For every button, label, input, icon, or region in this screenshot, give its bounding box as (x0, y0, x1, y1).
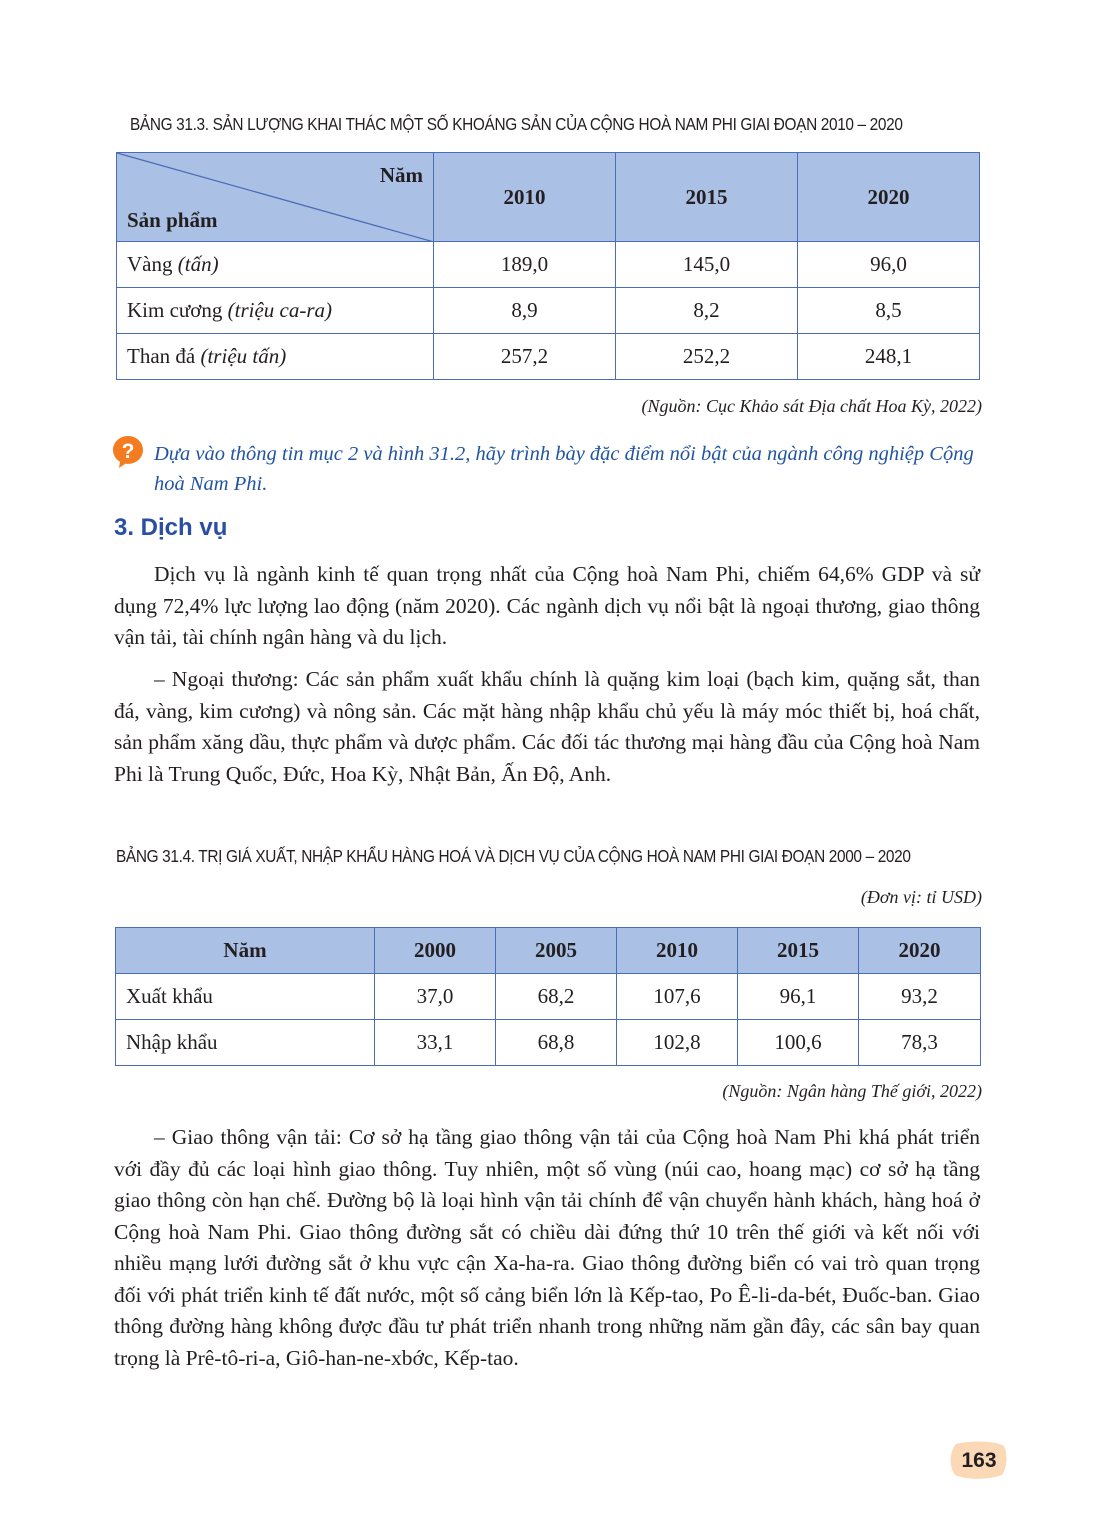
table1-header-row (117, 153, 980, 242)
table2 (115, 927, 981, 1066)
row-label (117, 334, 434, 380)
paragraph: – Giao thông vận tải: Cơ sở hạ tầng giao thông vận tải của Cộng hoà Nam Phi khá phát triển với đầy đủ các loại hình giao thông. Tuy nhiên, một số vùng (núi cao, hoang mạc) cơ sở hạ tầng giao thông còn hạn chế. Đường bộ là loại hình vận tải chính để vận chuyển hành khách, hàng hoá ở Cộng hoà Nam Phi. Giao thông đường sắt có chiều dài đứng thứ 10 trên thế giới và kết nối với nhiều mạng lưới đường sắt ở khu vực cận Xa-ha-ra. Giao thông đường biển có vai trò quan trọng đối với phát triển kinh tế đất nước, một số cảng biển lớn là Kếp-tao, Po Ê-li-da-bét, Đuốc-ban. Giao thông đường hàng không được đầu tư phát triển nhanh trong những năm gần đây, các sân bay quan trọng là Prê-tô-ri-a, Giô-han-ne-xbớc, Kếp-tao. (114, 1125, 980, 1370)
row-unit: (triệu tấn) (200, 344, 287, 368)
table2-header-row (116, 928, 981, 974)
row-label: Nhập khẩu (116, 1020, 375, 1066)
table2-year: 2020 (859, 928, 981, 974)
page-number-badge (948, 1440, 1008, 1480)
table2-header-label: Năm (116, 928, 375, 974)
table-cell: 248,1 (798, 334, 980, 380)
table-cell: 96,0 (798, 242, 980, 288)
row-unit: (triệu ca-ra) (227, 298, 333, 322)
table1-year: 2015 (616, 153, 798, 242)
table1-source: (Nguồn: Cục Khảo sát Địa chất Hoa Kỳ, 2022) (641, 396, 982, 416)
paragraph: – Ngoại thương: Các sản phẩm xuất khẩu chính là quặng kim loại (bạch kim, quặng sắt, than đá, vàng, kim cương) và nông sản. Các mặt hàng nhập khẩu chủ yếu là máy móc thiết bị, hoá chất, sản phẩm xăng dầu, thực phẩm và dược phẩm. Các đối tác thương mại hàng đầu của Cộng hoà Nam Phi là Trung Quốc, Đức, Hoa Kỳ, Nhật Bản, Ấn Độ, Anh. (114, 667, 980, 786)
table1-title: BẢNG 31.3. SẢN LƯỢNG KHAI THÁC MỘT SỐ KHOÁNG SẢN CỦA CỘNG HOÀ NAM PHI GIAI ĐOẠN 2010 – 2020 (130, 114, 903, 134)
table2-year: 2010 (617, 928, 738, 974)
table-cell: 145,0 (616, 242, 798, 288)
table-cell: 68,2 (496, 974, 617, 1020)
row-unit: (tấn) (177, 252, 219, 276)
table2-source: (Nguồn: Ngân hàng Thế giới, 2022) (722, 1081, 982, 1101)
table2-title: BẢNG 31.4. TRỊ GIÁ XUẤT, NHẬP KHẨU HÀNG HOÁ VÀ DỊCH VỤ CỦA CỘNG HOÀ NAM PHI GIAI ĐOẠN 2000 – 2020 (116, 846, 911, 866)
table1-year: 2010 (434, 153, 616, 242)
table2-year: 2000 (375, 928, 496, 974)
table-cell: 102,8 (617, 1020, 738, 1066)
row-label (117, 288, 434, 334)
table2-year: 2005 (496, 928, 617, 974)
table-cell: 37,0 (375, 974, 496, 1020)
paragraph: Dịch vụ là ngành kinh tế quan trọng nhất của Cộng hoà Nam Phi, chiếm 64,6% GDP và sử dụng 72,4% lực lượng lao động (năm 2020). Các ngành dịch vụ nổi bật là ngoại thương, giao thông vận tải, tài chính ngân hàng và du lịch. (114, 562, 980, 649)
row-name: Than đá (127, 344, 196, 368)
table-cell: 189,0 (434, 242, 616, 288)
table-cell: 100,6 (738, 1020, 859, 1066)
row-name: Vàng (127, 252, 173, 276)
table1-corner-cell (117, 153, 434, 242)
row-label (117, 242, 434, 288)
table-row (116, 974, 981, 1020)
table-cell: 8,5 (798, 288, 980, 334)
table-cell: 96,1 (738, 974, 859, 1020)
table-row (116, 1020, 981, 1066)
table1-year: 2020 (798, 153, 980, 242)
table1-corner-bottom: Sản phẩm (127, 208, 218, 232)
question-icon (112, 435, 144, 469)
table-cell: 8,2 (616, 288, 798, 334)
table-cell: 107,6 (617, 974, 738, 1020)
svg-text:?: ? (121, 440, 135, 463)
table1 (116, 152, 980, 380)
table-row (117, 242, 980, 288)
table-cell: 8,9 (434, 288, 616, 334)
table-cell: 33,1 (375, 1020, 496, 1066)
page-number: 163 (961, 1449, 997, 1472)
table-cell: 78,3 (859, 1020, 981, 1066)
table-cell: 68,8 (496, 1020, 617, 1066)
table2-unit: (Đơn vị: tỉ USD) (860, 887, 982, 907)
row-label: Xuất khẩu (116, 974, 375, 1020)
table-cell: 257,2 (434, 334, 616, 380)
table-cell: 93,2 (859, 974, 981, 1020)
table1-corner-top: Năm (379, 163, 423, 187)
question-text: Dựa vào thông tin mục 2 và hình 31.2, hãy trình bày đặc điểm nổi bật của ngành công nghiệp Cộng hoà Nam Phi. (154, 443, 974, 495)
row-name: Kim cương (127, 298, 223, 322)
table-row (117, 288, 980, 334)
section-heading: 3. Dịch vụ (114, 514, 228, 541)
table2-year: 2015 (738, 928, 859, 974)
table-cell: 252,2 (616, 334, 798, 380)
table-row (117, 334, 980, 380)
